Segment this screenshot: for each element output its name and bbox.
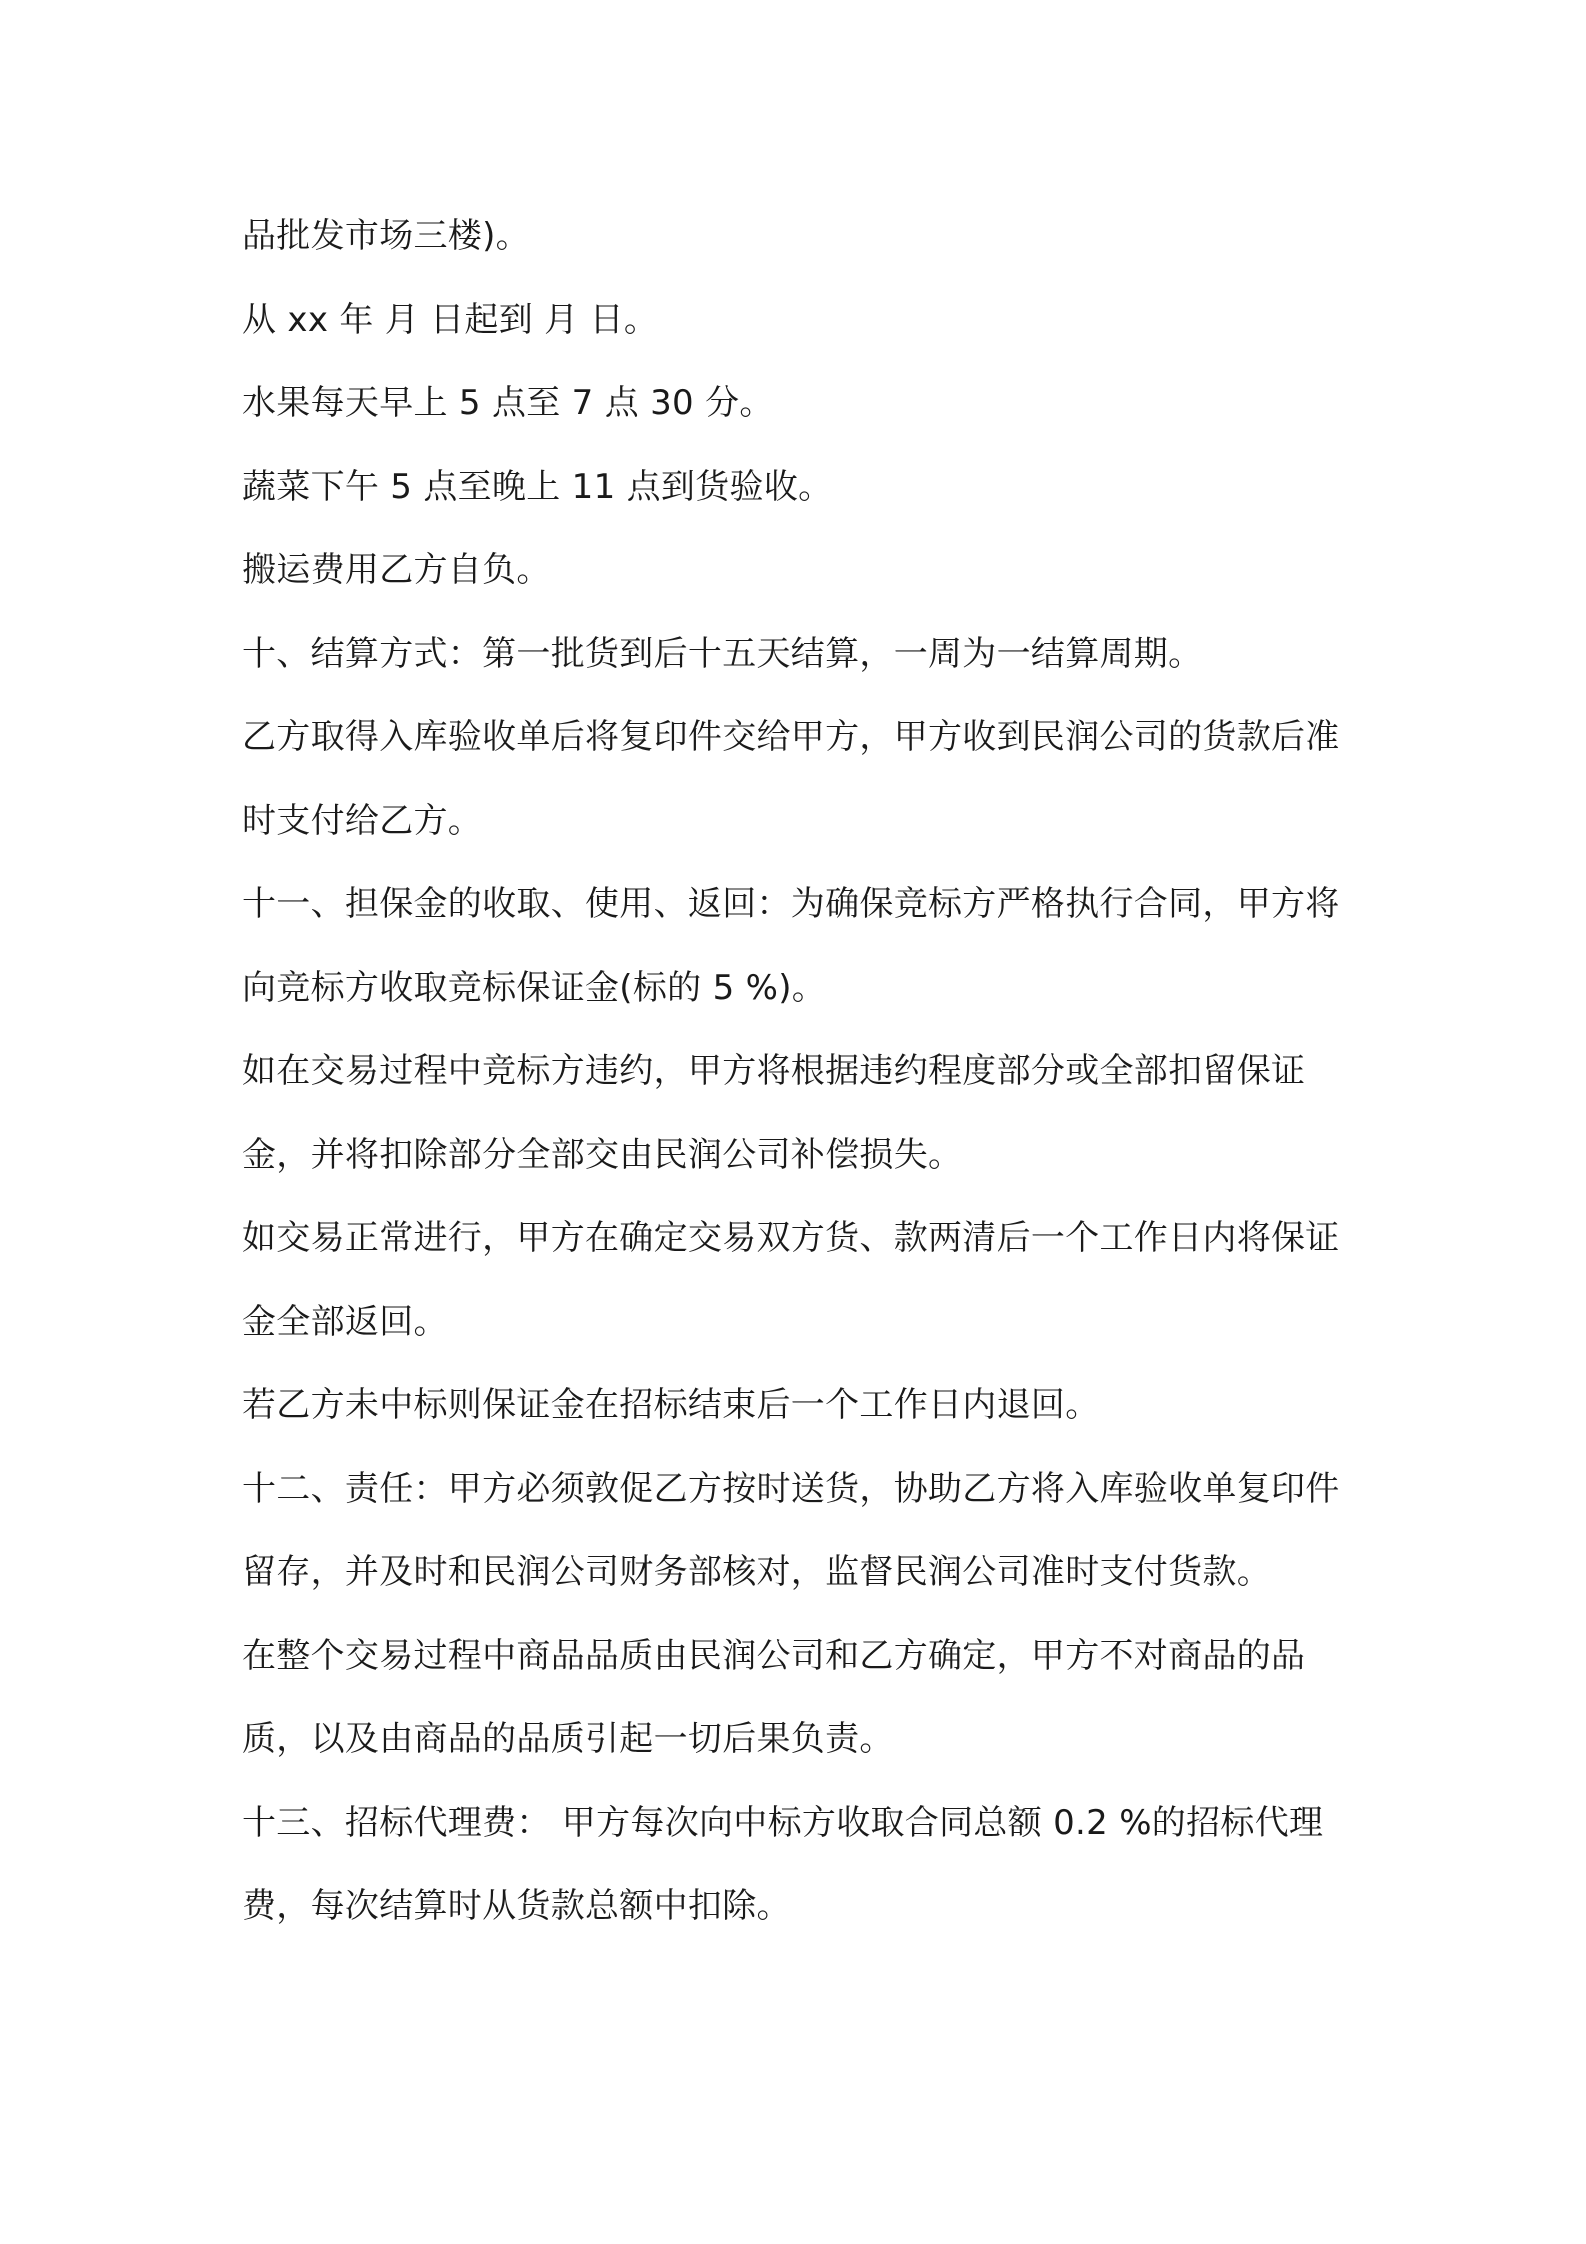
- section-11-deposit: 十一、担保金的收取、使用、返回：为确保竞标方严格执行合同，甲方将向竞标方收取竞标保证金(标的 5 %)。: [242, 884, 1340, 1008]
- paragraph-fruit-delivery-time: 水果每天早上 5 点至 7 点 30 分。: [242, 383, 774, 423]
- paragraph-date-range: 从 xx 年 月 日起到 月 日。: [242, 299, 659, 340]
- paragraph-handling-fee: 搬运费用乙方自负。: [242, 550, 551, 590]
- paragraph-deposit-refund: 若乙方未中标则保证金在招标结束后一个工作日内退回。: [242, 1385, 1100, 1425]
- paragraph-market-location: 品批发市场三楼)。: [242, 216, 530, 256]
- paragraph-quality-liability: 在整个交易过程中商品品质由民润公司和乙方确定，甲方不对商品的品质，以及由商品的品质引起一切后果负责。: [242, 1635, 1306, 1759]
- paragraph-receipt-payment: 乙方取得入库验收单后将复印件交给甲方，甲方收到民润公司的货款后准时支付给乙方。: [242, 717, 1340, 841]
- section-10-settlement: 十、结算方式：第一批货到后十五天结算，一周为一结算周期。: [242, 633, 1203, 674]
- paragraph-vegetable-delivery-time: 蔬菜下午 5 点至晚上 11 点到货验收。: [242, 466, 833, 507]
- section-13-agency-fee: 十三、招标代理费： 甲方每次向中标方收取合同总额 0.2 %的招标代理费，每次结算时从货款总额中扣除。: [242, 1802, 1324, 1926]
- paragraph-deposit-return: 如交易正常进行，甲方在确定交易双方货、款两清后一个工作日内将保证金全部返回。: [242, 1218, 1340, 1342]
- paragraph-breach-deposit: 如在交易过程中竞标方违约，甲方将根据违约程度部分或全部扣留保证金，并将扣除部分全部交由民润公司补偿损失。: [242, 1051, 1306, 1175]
- section-12-responsibility: 十二、责任：甲方必须敦促乙方按时送货，协助乙方将入库验收单复印件留存，并及时和民润公司财务部核对，监督民润公司准时支付货款。: [242, 1468, 1340, 1592]
- document-page: [242, 195, 1360, 1949]
